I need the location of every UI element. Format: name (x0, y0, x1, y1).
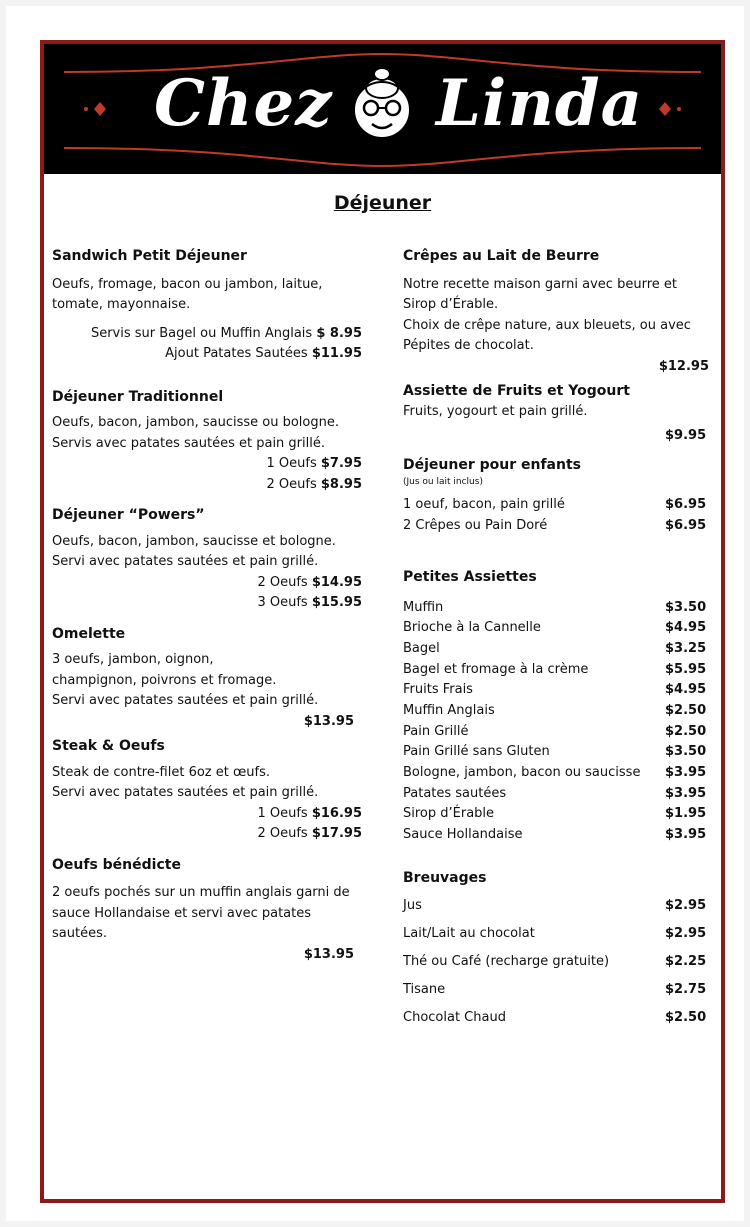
item-option: Ajout Patates Sautées $11.95 (165, 346, 362, 361)
item-label: Tisane (403, 982, 446, 998)
list-item (403, 952, 709, 980)
item-label: Patates sautées (403, 785, 507, 801)
menu-item-sandwich (52, 246, 362, 365)
item-price: $3.50 (665, 744, 707, 760)
item-price: $3.95 (665, 785, 707, 801)
item-desc: Notre recette maison garni avec beurre et (403, 276, 677, 292)
item-desc: Servi avec patates sautées et pain grillé. (52, 785, 319, 800)
item-label: Pain Grillé (403, 723, 469, 739)
list-item (403, 639, 709, 660)
item-label: Brioche à la Cannelle (403, 620, 541, 636)
logo-text-left: Chez (154, 66, 333, 141)
item-price: $2.50 (665, 723, 707, 739)
item-name: Déjeuner Traditionnel (52, 388, 224, 405)
list-item (403, 618, 709, 639)
item-option: 3 Oeufs $15.95 (257, 595, 362, 610)
item-desc: Sirop d’Érable. (403, 297, 499, 312)
list-item (403, 804, 709, 825)
item-price: $4.95 (665, 682, 707, 698)
item-option: Servis sur Bagel ou Muffin Anglais $ 8.95 (90, 325, 362, 341)
item-price: $4.95 (665, 620, 707, 636)
item-name: Sandwich Petit Déjeuner (52, 248, 247, 264)
menu-item-benedicte (52, 855, 362, 966)
list-item (403, 598, 709, 619)
item-price: $3.95 (665, 827, 707, 843)
item-label: Bagel (403, 640, 440, 656)
page-title: Déjeuner (333, 192, 432, 214)
item-option: 2 Oeufs $14.95 (257, 574, 362, 590)
item-label: Muffin Anglais (403, 702, 495, 718)
logo-banner (44, 44, 721, 174)
item-price: $3.25 (665, 640, 707, 656)
item-desc: 2 oeufs pochés sur un muffin anglais garni de (52, 885, 350, 900)
item-desc: tomate, mayonnaise. (52, 297, 191, 312)
item-label: Chocolat Chaud (403, 1010, 506, 1026)
item-label: Pain Grillé sans Gluten (403, 744, 550, 760)
drinks-list (403, 896, 709, 1036)
item-price: $2.95 (665, 926, 707, 942)
item-price: $13.95 (303, 713, 354, 729)
item-price: $2.50 (665, 702, 707, 718)
menu-item-enfants (403, 455, 709, 538)
item-option: 2 Oeufs $17.95 (257, 826, 362, 841)
item-desc: Servis avec patates sautées et pain grillé. (52, 435, 325, 451)
menu-item-crepes (403, 246, 709, 377)
list-item (403, 924, 709, 952)
item-desc: Oeufs, bacon, jambon, saucisse ou bologne. (52, 415, 339, 430)
menu-item-traditionnel (52, 387, 362, 496)
list-item (403, 680, 709, 701)
right-column (403, 246, 709, 1036)
item-desc: Fruits, yogourt et pain grillé. (403, 403, 588, 419)
item-name: Déjeuner pour enfants (403, 456, 581, 473)
item-price: $3.95 (665, 765, 707, 780)
item-price: $2.75 (665, 982, 707, 998)
item-label: Thé ou Café (recharge gratuite) (403, 954, 610, 970)
item-label: 2 Crêpes ou Pain Doré (403, 518, 548, 533)
list-item (403, 722, 709, 743)
item-name: Omelette (52, 625, 126, 642)
item-desc: champignon, poivrons et fromage. (52, 672, 277, 688)
item-desc: Servi avec patates sautées et pain grillé. (52, 693, 319, 708)
item-option: 1 Oeufs $16.95 (257, 805, 362, 821)
item-desc: Servi avec patates sautées et pain grillé. (52, 554, 319, 569)
list-item (403, 763, 709, 784)
list-item (403, 980, 709, 1008)
item-price: $6.95 (665, 518, 707, 533)
item-price: $1.95 (665, 806, 707, 822)
item-name: Steak & Oeufs (52, 738, 165, 754)
item-price: $13.95 (303, 946, 354, 962)
list-item (403, 660, 709, 681)
sides-list (403, 598, 709, 846)
item-name: Assiette de Fruits et Yogourt (403, 383, 630, 399)
item-name: Déjeuner “Powers” (52, 507, 205, 523)
item-desc: Pépites de chocolat. (403, 338, 534, 353)
item-desc: Oeufs, fromage, bacon ou jambon, laitue, (52, 276, 323, 292)
list-item (403, 1008, 709, 1036)
section-title: Breuvages (403, 869, 487, 886)
left-column (52, 246, 362, 965)
list-item (403, 896, 709, 924)
item-name: Oeufs bénédicte (52, 856, 181, 873)
item-desc: Steak de contre-filet 6oz et œufs. (52, 764, 270, 780)
item-desc: Choix de crêpe nature, aux bleuets, ou avec (403, 317, 691, 333)
item-price: $9.95 (665, 428, 707, 443)
item-desc: sauce Hollandaise et servi avec patates sautées. (52, 905, 312, 941)
item-price: $3.50 (665, 599, 707, 615)
grandma-face-icon (354, 68, 410, 138)
item-label: Lait/Lait au chocolat (403, 926, 535, 942)
item-desc: 3 oeufs, jambon, oignon, (52, 652, 214, 667)
item-label: 1 oeuf, bacon, pain grillé (403, 497, 565, 512)
item-label: Jus (403, 898, 422, 914)
menu-page (6, 6, 744, 1221)
item-desc: Oeufs, bacon, jambon, saucisse et bologne. (52, 533, 336, 549)
section-title: Petites Assiettes (403, 569, 537, 585)
menu-item-fruits (403, 381, 709, 447)
item-label: Fruits Frais (403, 682, 473, 698)
menu-item-steak (52, 736, 362, 845)
list-item (403, 495, 709, 516)
item-label: Bologne, jambon, bacon ou saucisse (403, 765, 641, 780)
item-price: $2.50 (665, 1010, 707, 1026)
list-item (403, 742, 709, 763)
item-option: 2 Oeufs $8.95 (266, 476, 362, 492)
menu-item-omelette (52, 624, 362, 733)
kids-list (403, 495, 709, 537)
list-item (403, 784, 709, 805)
item-label: Muffin (403, 599, 444, 615)
menu-item-powers (52, 505, 362, 614)
item-name: Crêpes au Lait de Beurre (403, 248, 600, 264)
list-item (403, 825, 709, 846)
item-label: Sirop d’Érable (403, 806, 495, 822)
item-note: (Jus ou lait inclus) (403, 477, 483, 487)
list-item (403, 701, 709, 722)
logo-text-right: Linda (436, 66, 644, 141)
section-petites-assiettes (403, 567, 709, 846)
item-price: $2.25 (665, 954, 707, 970)
item-label: Sauce Hollandaise (403, 827, 523, 843)
menu-frame (40, 40, 725, 1203)
item-price: $5.95 (665, 661, 707, 677)
item-price: $12.95 (658, 358, 709, 374)
item-price: $6.95 (665, 497, 707, 512)
section-breuvages (403, 868, 709, 1037)
list-item (403, 516, 709, 537)
item-price: $2.95 (665, 898, 707, 914)
item-option: 1 Oeufs $7.95 (266, 456, 362, 471)
item-label: Bagel et fromage à la crème (403, 661, 589, 677)
